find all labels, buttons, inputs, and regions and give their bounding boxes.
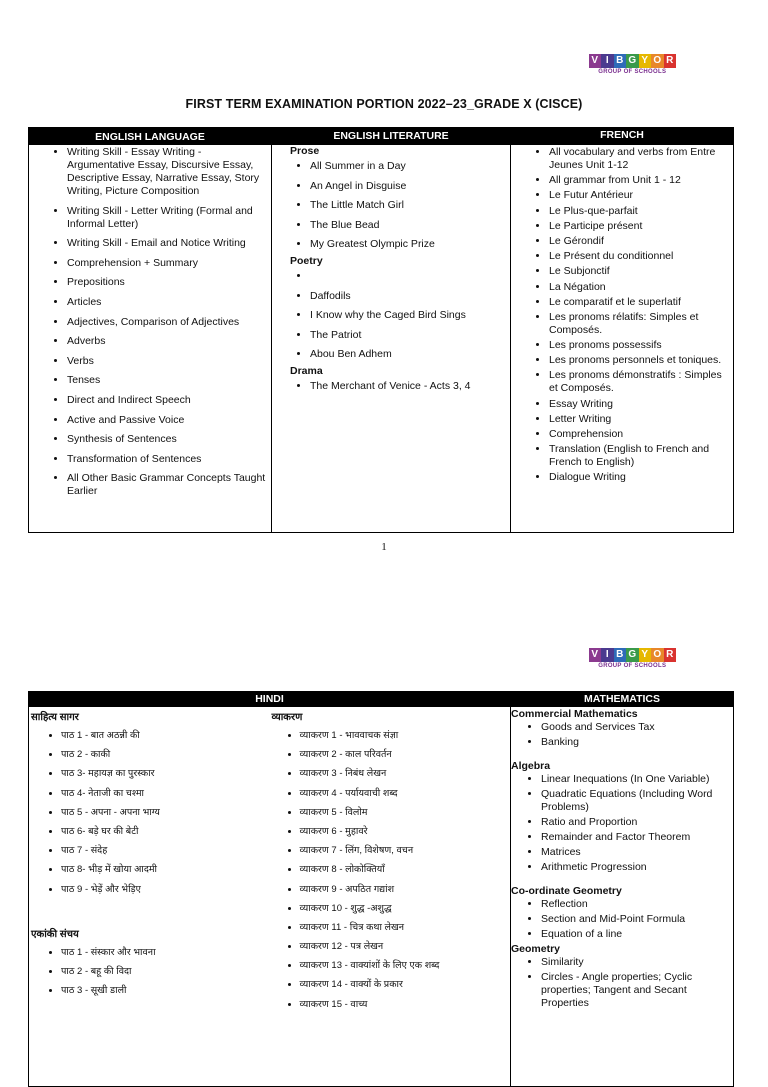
logo-subtitle: GROUP OF SCHOOLS [598,69,667,75]
poetry-item [310,270,510,283]
mathematics-cell [511,707,734,1087]
drama-item: • The Merchant of Venice - Acts 3, 4 [310,380,510,393]
vyakaran-item: • व्याकरण 5 - विलोम [300,806,511,819]
french-topic: • All grammar from Unit 1 - 12 [549,174,730,187]
poetry-item: • I Know why the Caged Bird Sings [310,309,510,322]
ekanki-sanchay-list [29,946,270,997]
sahitya-sagar-item: • पाठ 1 - बात अठन्नी की [61,729,270,742]
logo-letter: V [589,648,602,662]
geometry-item: • Circles - Angle properties; Cyclic properties; Tangent and Secant Properties [541,971,733,1010]
header-french: FRENCH [511,128,734,145]
french-topic: • Translation (English to French and French to English) [549,443,730,469]
vyakaran-item: • व्याकरण 4 - पर्यायवाची शब्द [300,787,511,800]
vyakaran-item: • व्याकरण 11 - चित्र कथा लेखन [300,921,511,934]
coordinate-geometry-item: • Equation of a line [541,928,733,941]
geometry-heading: Geometry [511,943,561,955]
coordinate-geometry-heading: Co-ordinate Geometry [511,885,622,897]
algebra-item: • Quadratic Equations (Including Word Problems) [541,788,733,814]
algebra-list [511,773,733,874]
french-topic: • Le Participe présent [549,220,730,233]
header-english-literature: ENGLISH LITERATURE [272,128,511,145]
vyakaran-item: • व्याकरण 15 - वाच्य [300,998,511,1011]
sahitya-sagar-heading: साहित्य सागर [31,712,79,723]
english-language-topic: • Writing Skill - Letter Writing (Formal and Informal Letter) [67,205,267,231]
geometry-item: • Similarity [541,956,733,969]
poetry-list [272,270,510,361]
algebra-item: • Arithmetic Progression [541,861,733,874]
logo-letter: G [626,648,639,662]
algebra-item: • Remainder and Factor Theorem [541,831,733,844]
geometry-list [511,956,733,1010]
english-language-list [29,146,271,498]
french-topic: • Comprehension [549,428,730,441]
logo-letter: R [664,648,677,662]
english-language-topic: • Prepositions [67,276,267,289]
logo-letter: G [626,54,639,68]
english-language-topic: • Writing Skill - Essay Writing - Argumentative Essay, Discursive Essay, Descriptive Essay, Narrative Essay, Story Writing, Picture Composition [67,146,267,198]
page-2 [0,640,768,1024]
vyakaran-item: • व्याकरण 8 - लोकोक्तियाँ [300,863,511,876]
ekanki-sanchay-item: • पाठ 3 - सूखी डाली [61,984,270,997]
algebra-item: • Linear Inequations (In One Variable) [541,773,733,786]
french-topic: • Essay Writing [549,398,730,411]
commercial-math-item: • Goods and Services Tax [541,721,733,734]
prose-item: • The Blue Bead [310,219,510,232]
english-language-topic: • Direct and Indirect Speech [67,394,267,407]
algebra-item: • Matrices [541,846,733,859]
french-topic: • Les pronoms démonstratifs : Simples et Composés. [549,369,730,395]
prose-item: • My Greatest Olympic Prize [310,238,510,251]
english-language-topic: • Synthesis of Sentences [67,433,267,446]
ekanki-sanchay-heading: एकांकी संचय [31,928,79,940]
poetry-item: • The Patriot [310,329,510,342]
french-topic: • Les pronoms personnels et toniques. [549,354,730,367]
vyakaran-item: • व्याकरण 10 - शुद्ध -अशुद्ध [300,902,511,915]
vyakaran-list [270,729,511,1011]
poetry-item: • Abou Ben Adhem [310,348,510,361]
header-row [29,128,734,145]
logo-letter: Y [639,648,652,662]
sahitya-sagar-item: • पाठ 3- महायज्ञ का पुरस्कार [61,767,270,780]
sahitya-sagar-item: • पाठ 4- नेताजी का चश्मा [61,787,270,800]
french-topic: • All vocabulary and verbs from Entre Jeunes Unit 1-12 [549,146,730,172]
logo-subtitle: GROUP OF SCHOOLS [598,663,667,669]
portion-table-page-1 [28,127,734,533]
page-number: 1 [381,541,387,553]
english-language-topic: • Adverbs [67,335,267,348]
ekanki-sanchay-item: • पाठ 2 - बहू की विदा [61,965,270,978]
french-topic: • Les pronoms possessifs [549,339,730,352]
sahitya-sagar-list [29,729,270,896]
french-topic: • Le Présent du conditionnel [549,250,730,263]
vyakaran-item: • व्याकरण 13 - वाक्यांशों के लिए एक शब्द [300,959,511,972]
logo-letter: O [651,54,664,68]
document-title: FIRST TERM EXAMINATION PORTION 2022–23_GRADE X (CISCE) [185,97,583,111]
sahitya-sagar-item: • पाठ 5 - अपना - अपना भाग्य [61,806,270,819]
logo-letter: O [651,648,664,662]
french-topic: • Les pronoms rélatifs: Simples et Composés. [549,311,730,337]
logo-letter: V [589,54,602,68]
header-hindi [29,692,511,707]
logo-letters [589,648,677,662]
french-topic: • Letter Writing [549,413,730,426]
french-topic: • La Négation [549,281,730,294]
header-english-language: ENGLISH LANGUAGE [29,128,272,145]
logo-letter: I [601,648,614,662]
english-language-topic: • Tenses [67,374,267,387]
vyakaran-item: • व्याकरण 6 - मुहावरे [300,825,511,838]
vyakaran-heading: व्याकरण [271,712,303,723]
vyakaran-item: • व्याकरण 14 - वाक्यों के प्रकार [300,978,511,991]
header-hindi-label: HINDI [255,693,284,705]
english-literature-cell [272,145,511,533]
french-topic: • Le Plus-que-parfait [549,205,730,218]
english-language-topic: • All Other Basic Grammar Concepts Taught Earlier [67,472,267,498]
vyakaran-item: • व्याकरण 2 - काल परिवर्तन [300,748,511,761]
sahitya-sagar-item: • पाठ 8- भीड़ में खोया आदमी [61,863,270,876]
logo-letter: B [614,54,627,68]
prose-item: • An Angel in Disguise [310,180,510,193]
french-cell [511,145,734,533]
english-language-topic: • Adjectives, Comparison of Adjectives [67,316,267,329]
vibgyor-logo [589,54,677,75]
vyakaran-item: • व्याकरण 3 - निबंध लेखन [300,767,511,780]
poetry-item: • Daffodils [310,290,510,303]
portion-table-page-2 [28,691,734,1087]
french-list [511,146,733,484]
header-row [29,692,734,707]
algebra-heading: Algebra [511,760,551,772]
sahitya-sagar-item: • पाठ 9 - भेड़ें और भेड़िए [61,883,270,896]
logo-letter: I [601,54,614,68]
english-language-topic: • Active and Passive Voice [67,414,267,427]
vyakaran-item: • व्याकरण 9 - अपठित गद्यांश [300,883,511,896]
prose-item: • The Little Match Girl [310,199,510,212]
prose-item: • All Summer in a Day [310,160,510,173]
logo-letter: R [664,54,677,68]
english-language-topic: • Writing Skill - Email and Notice Writing [67,237,267,250]
sahitya-sagar-item: • पाठ 2 - काकी [61,748,270,761]
french-topic: • Le Subjonctif [549,265,730,278]
vibgyor-logo [589,648,677,669]
hindi-literature-cell [29,707,270,1087]
poetry-heading: Poetry [290,254,323,267]
vyakaran-item: • व्याकरण 1 - भाववाचक संज्ञा [300,729,511,742]
algebra-item: • Ratio and Proportion [541,816,733,829]
prose-list [272,160,510,251]
drama-heading: Drama [290,364,323,377]
french-topic: • Le Gérondif [549,235,730,248]
english-language-topic: • Comprehension + Summary [67,257,267,270]
header-mathematics: MATHEMATICS [511,692,734,707]
logo-letters [589,54,677,68]
hindi-grammar-cell [270,707,511,1087]
ekanki-sanchay-item: • पाठ 1 - संस्कार और भावना [61,946,270,959]
sahitya-sagar-item: • पाठ 7 - संदेह [61,844,270,857]
commercial-math-list [511,721,733,749]
logo-letter: B [614,648,627,662]
english-language-cell [29,145,272,533]
french-topic: • Le Futur Antérieur [549,189,730,202]
commercial-math-heading: Commercial Mathematics [511,708,638,720]
vyakaran-item: • व्याकरण 7 - लिंग, विशेषण, वचन [300,844,511,857]
commercial-math-item: • Banking [541,736,733,749]
coordinate-geometry-item: • Section and Mid-Point Formula [541,913,733,926]
drama-list [272,380,510,393]
french-topic: • Dialogue Writing [549,471,730,484]
english-language-topic: • Transformation of Sentences [67,453,267,466]
english-language-topic: • Verbs [67,355,267,368]
coordinate-geometry-list [511,898,733,941]
sahitya-sagar-item: • पाठ 6- बड़े घर की बेटी [61,825,270,838]
english-language-topic: • Articles [67,296,267,309]
french-topic: • Le comparatif et le superlatif [549,296,730,309]
prose-heading: Prose [290,145,320,157]
logo-letter: Y [639,54,652,68]
coordinate-geometry-item: • Reflection [541,898,733,911]
vyakaran-item: • व्याकरण 12 - पत्र लेखन [300,940,511,953]
